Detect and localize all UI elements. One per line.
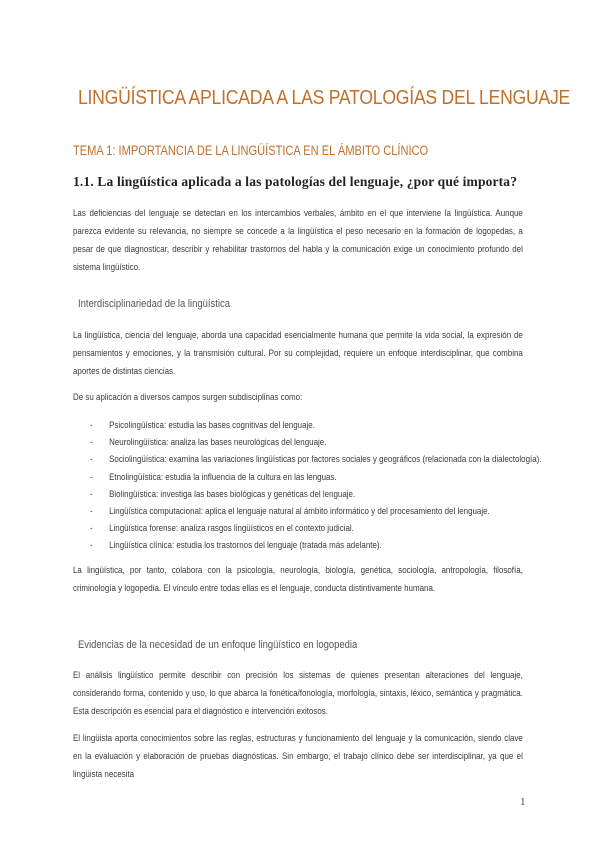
list-marker: - [90,420,93,431]
list-item-text: Biolingüística: investiga las bases biológicas y genéticas del lenguaje. [109,488,356,500]
analysis-paragraph: El análisis lingüístico permite describir con precisión los sistemas de quienes presentan alteraciones del lenguaje, considerando forma, contenido y uso, lo que abarca la fonética/fonología, morfología, sintaxis, léxico, semántica y pragmática. Esta descripción es esencial para el diagnóstico e intervención exitosos. [73,670,523,717]
interdisciplinarity-paragraph: La lingüística, ciencia del lenguaje, aborda una capacidad esencialmente humana que permite la vida social, la expresión de pensamientos y emociones, y la transmisión cultural. Por su complejidad, requiere un enfoque interdisciplinar, que combina aportes de distintas ciencias. [73,330,523,377]
list-marker: - [90,540,93,552]
list-item-text: Psicolingüística: estudia las bases cognitivas del lenguaje. [109,420,315,431]
list-intro: De su aplicación a diversos campos surgen subdisciplinas como: [73,392,303,403]
subsection-heading-interdisciplinarity: Interdisciplinariedad de la lingüística [78,298,230,310]
subdisciplines-list [90,417,542,555]
list-marker: - [90,523,93,535]
list-item [90,451,542,468]
page-number: 1 [520,796,526,808]
list-item-text: Sociolingüística: examina las variaciones lingüísticas por factores sociales y geográficos (relacionada con la dialectología). [109,454,542,466]
list-item [90,520,542,537]
list-marker: - [90,454,93,466]
list-item [90,469,542,486]
list-item [90,434,542,451]
list-item-text: Etnolingüística: estudia la influencia de la cultura en las lenguas. [109,471,337,483]
list-item [90,537,542,554]
list-item [90,417,542,434]
list-item-text: Lingüística computacional: aplica el lenguaje natural al ámbito informático y del procesamiento del lenguaje. [109,505,490,517]
list-item-text: Lingüística clínica: estudia los trastornos del lenguaje (tratada más adelante). [109,540,382,552]
linguist-paragraph: El lingüista aporta conocimientos sobre las reglas, estructuras y funcionamiento del lenguaje y la comunicación, siendo clave en la evaluación y elaboración de pruebas diagnósticas. Sin embargo, el trabajo clínico debe ser interdisciplinar, ya que el lingüista necesita [73,733,523,780]
collaboration-paragraph: La lingüística, por tanto, colabora con la psicología, neurología, biología, genética, sociología, antropología, filosofía, criminología y logopedia. El vínculo entre todas ellas es el lenguaje, conducta distintivamente humana. [73,565,523,594]
list-item-text: Neurolingüística: analiza las bases neurológicas del lenguaje. [109,437,327,449]
list-marker: - [90,488,93,500]
list-item [90,503,542,520]
section-title: 1.1. La lingüística aplicada a las patologías del lenguaje, ¿por qué importa? [73,174,518,189]
list-item [90,486,542,503]
document-title: LINGÜÍSTICA APLICADA A LAS PATOLOGÍAS DEL LENGUAJE [78,86,571,109]
list-item-text: Lingüística forense: analiza rasgos lingüísticos en el contexto judicial. [109,523,354,535]
subsection-heading-evidence: Evidencias de la necesidad de un enfoque lingüístico en logopedia [78,639,358,651]
intro-paragraph: Las deficiencias del lenguaje se detectan en los intercambios verbales, ámbito en el que interviene la lingüística. Aunque parezca evidente su relevancia, no siempre se concede a la lingüística el peso necesario en la formación de logopedas, a pesar de que diagnosticar, describir y rehabilitar trastornos del habla y la comunicación exige un conocimiento profundo del sistema lingüístico. [73,208,523,273]
list-marker: - [90,437,93,449]
topic-title: TEMA 1: IMPORTANCIA DE LA LINGÜÍSTICA EN EL ÁMBITO CLÍNICO [73,143,429,158]
list-marker: - [90,505,93,517]
list-marker: - [90,471,93,483]
